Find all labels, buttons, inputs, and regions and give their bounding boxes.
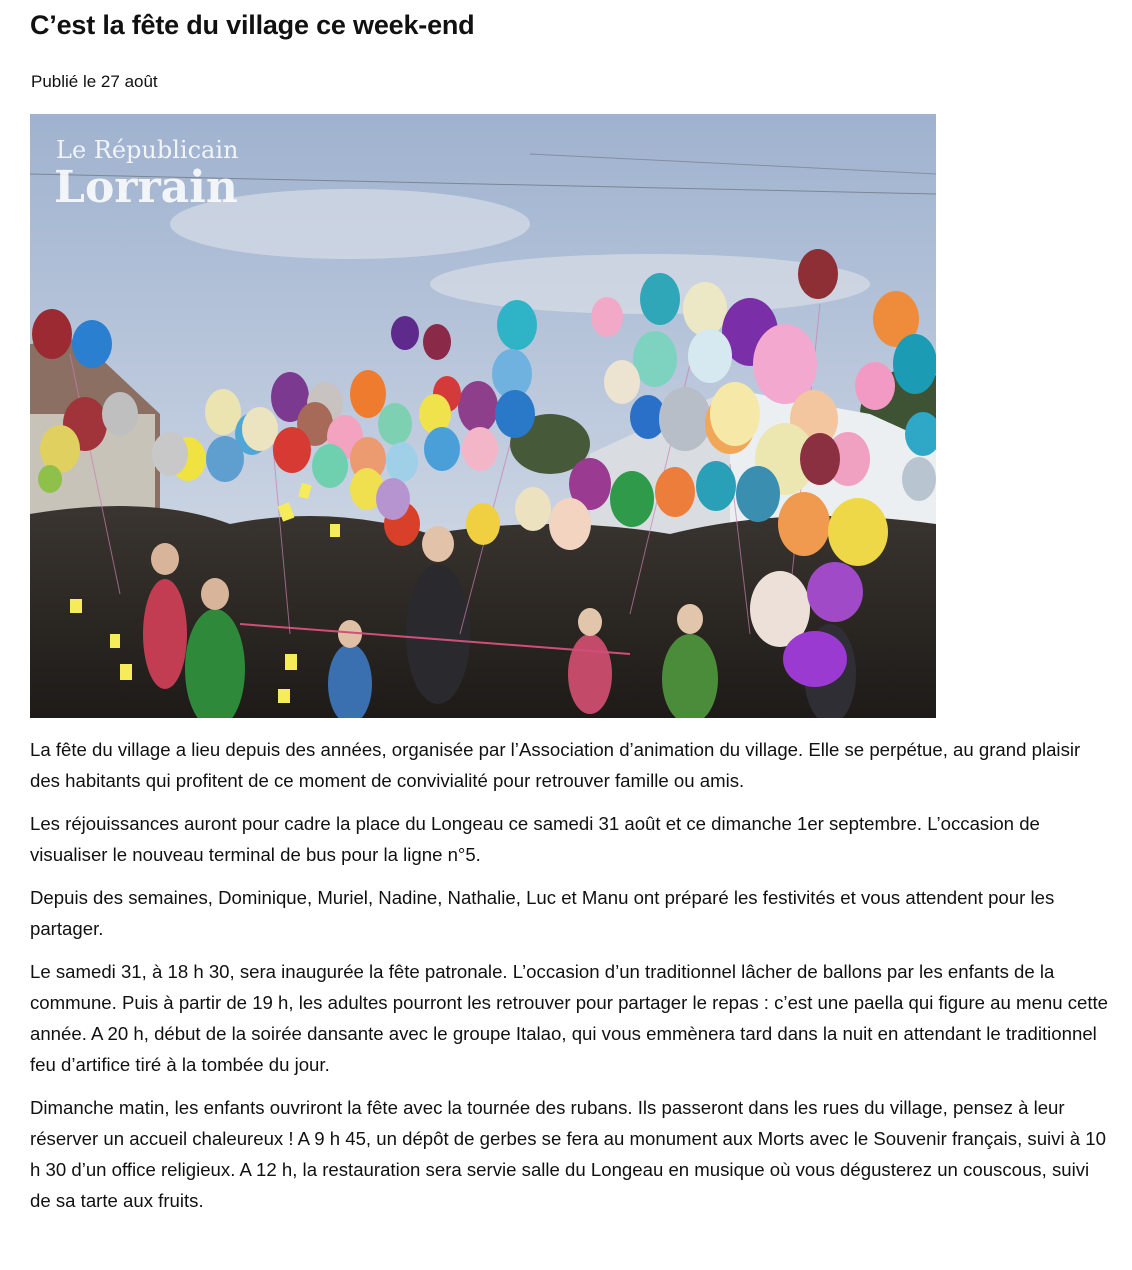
article-photo: [30, 114, 936, 718]
watermark-line2: Lorrain: [54, 162, 238, 213]
paragraph: Les réjouissances auront pour cadre la place du Longeau ce samedi 31 août et ce dimanche 1er septembre. L’occasion de visualiser le nouveau terminal de bus pour la ligne n°5.: [30, 813, 1040, 865]
publish-date: Publié le 27 août: [31, 72, 158, 91]
article-body: [30, 734, 1110, 1228]
paragraph: La fête du village a lieu depuis des années, organisée par l’Association d’animation du village. Elle se perpétue, au grand plaisir des habitants qui profitent de ce moment de convivialité pour retrouver famille ou amis.: [30, 739, 1081, 791]
paragraph: Le samedi 31, à 18 h 30, sera inaugurée la fête patronale. L’occasion d’un traditionnel lâcher de ballons par les enfants de la commune. Puis à partir de 19 h, les adultes pourront les retrouver pour partager le repas : c’est une paella qui figure au menu cette année. A 20 h, début de la soirée dansante avec le groupe Italao, qui vous emmènera tard dans la nuit en attendant le traditionnel feu d’artifice tiré à la tombée du jour.: [30, 961, 1109, 1075]
paragraph: Dimanche matin, les enfants ouvriront la fête avec la tournée des rubans. Ils passeront dans les rues du village, pensez à leur réserver un accueil chaleureux ! A 9 h 45, un dépôt de gerbes se fera au monument aux Morts avec le Souvenir français, suivi à 10 h 30 d’un office religieux. A 12 h, la restauration sera servie salle du Longeau en musique où vous dégusterez un couscous, suivi de sa tarte aux fruits.: [30, 1097, 1106, 1211]
watermark-line1: Le Républicain: [56, 136, 239, 164]
paragraph: Depuis des semaines, Dominique, Muriel, Nadine, Nathalie, Luc et Manu ont préparé les festivités et vous attendent pour les partager.: [30, 887, 1055, 939]
article-title: C’est la fête du village ce week-end: [30, 10, 475, 40]
